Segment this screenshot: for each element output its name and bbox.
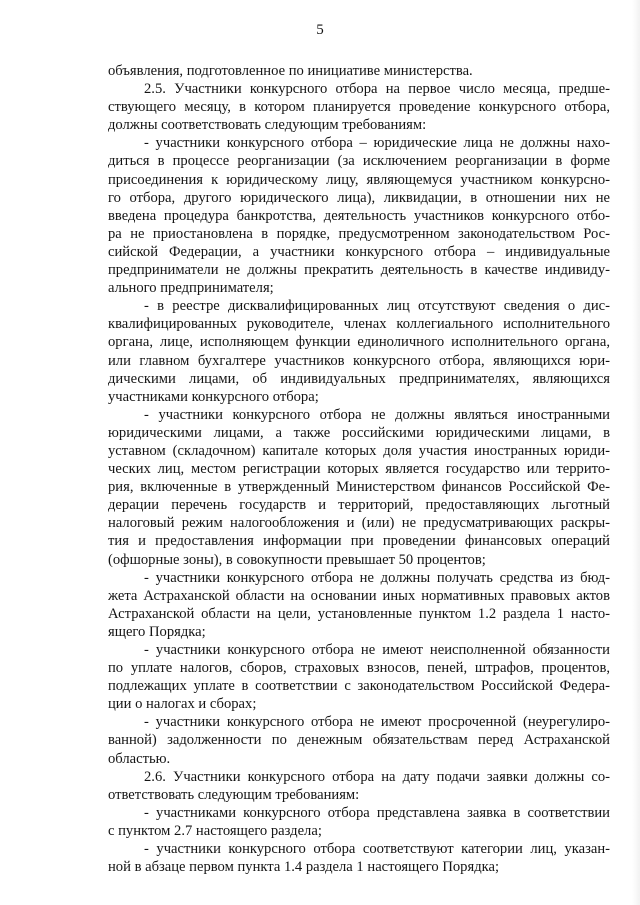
text-line: предприниматели не должны прекратить деятельность в качестве индивиду-: [108, 262, 610, 279]
text-line: - участниками конкурсного отбора представлена заявка в соответствии: [144, 804, 610, 821]
text-line: введена процедура банкротства, деятельность участников конкурсного отбо-: [108, 207, 610, 224]
text-line: присоединения к юридическому лицу, являющемуся участником конкурсно-: [108, 171, 610, 188]
text-line: юридическими лицами, а также российскими юридическими лицами, в: [108, 424, 610, 441]
text-line: уставном (складочном) капитале которых доля участия иностранных юриди-: [108, 442, 610, 459]
text-line: ящего Порядка;: [108, 623, 206, 640]
text-line: жета Астраханской области на основании иных нормативных правовых актов: [108, 587, 610, 604]
text-line: ального предпринимателя;: [108, 280, 274, 297]
text-line: 2.5. Участники конкурсного отбора на первое число месяца, предше-: [144, 81, 610, 98]
text-line: - участники конкурсного отбора – юридические лица не должны нахо-: [144, 135, 610, 152]
text-line: рия, включенные в утвержденный Министерством финансов Российской Фе-: [108, 479, 610, 496]
document-body: [108, 62, 610, 876]
text-line: квалифицированных руководителе, членах коллегиального исполнительного: [108, 316, 610, 333]
text-line: ствующего месяцу, в котором планируется проведение конкурсного отбора,: [108, 99, 610, 116]
page-number: 5: [316, 22, 324, 38]
text-line: диться в процессе реорганизации (за исключением реорганизации в форме: [108, 153, 610, 170]
text-line: с пунктом 2.7 настоящего раздела;: [108, 822, 322, 839]
text-line: - участники конкурсного отбора не должны получать средства из бюд-: [144, 569, 610, 586]
text-line: сийской Федерации, а участники конкурсного отбора – индивидуальные: [108, 243, 610, 260]
text-line: дическими лицами, об индивидуальных предпринимателях, являющихся: [108, 370, 610, 387]
text-line: Астраханской области на цели, установленные пунктом 1.2 раздела 1 насто-: [108, 605, 610, 622]
text-line: тия и предоставления информации при проведении финансовых операций: [108, 533, 610, 550]
text-line: - участники конкурсного отбора соответствуют категории лиц, указан-: [144, 841, 610, 858]
text-line: объявления, подготовленное по инициативе министерства.: [108, 63, 473, 79]
text-line: должны соответствовать следующим требованиям:: [108, 117, 427, 134]
scan-edge-shadow: [632, 0, 640, 905]
text-line: го отбора, другого юридического лица), ликвидации, в отношении них не: [108, 189, 610, 206]
text-line: ванной) задолженности по денежным обязательствам перед Астраханской: [108, 732, 610, 749]
text-line: областью.: [108, 750, 171, 767]
text-line: 2.6. Участники конкурсного отбора на дату подачи заявки должны со-: [144, 768, 610, 785]
text-line: - в реестре дисквалифицированных лиц отсутствуют сведения о дис-: [144, 298, 610, 315]
text-line: - участники конкурсного отбора не должны являться иностранными: [144, 406, 610, 423]
text-line: ции о налогах и сборах;: [108, 696, 257, 713]
text-line: участниками конкурсного отбора;: [108, 388, 319, 405]
text-line: ра не приостановлена в порядке, предусмотренном законодательством Рос-: [108, 225, 610, 242]
text-line: - участники конкурсного отбора не имеют просроченной (неурегулиро-: [144, 714, 610, 731]
text-line: органа, лице, исполняющем функции единоличного исполнительного органа,: [108, 334, 610, 351]
text-line: ответствовать следующим требованиям:: [108, 786, 360, 803]
text-line: налоговый режим налогообложения и (или) не предусматривающих раскры-: [108, 515, 610, 532]
text-line: дерации перечень государств и территорий, предоставляющих льготный: [108, 497, 610, 514]
text-line: подлежащих уплате в соответствии с законодательством Российской Федера-: [108, 678, 610, 695]
text-line: ческих лиц, местом регистрации которых является государство или террито-: [108, 461, 610, 478]
text-line: по уплате налогов, сборов, страховых взносов, пеней, штрафов, процентов,: [108, 660, 610, 677]
text-line: или главном бухгалтере участников конкурсного отбора, являющихся юри-: [108, 352, 610, 369]
text-line: - участники конкурсного отбора не имеют неисполненной обязанности: [144, 642, 610, 658]
text-line: ной в абзаце первом пункта 1.4 раздела 1 настоящего Порядка;: [108, 859, 500, 876]
text-line: (офшорные зоны), в совокупности превышает 50 процентов;: [108, 551, 486, 568]
